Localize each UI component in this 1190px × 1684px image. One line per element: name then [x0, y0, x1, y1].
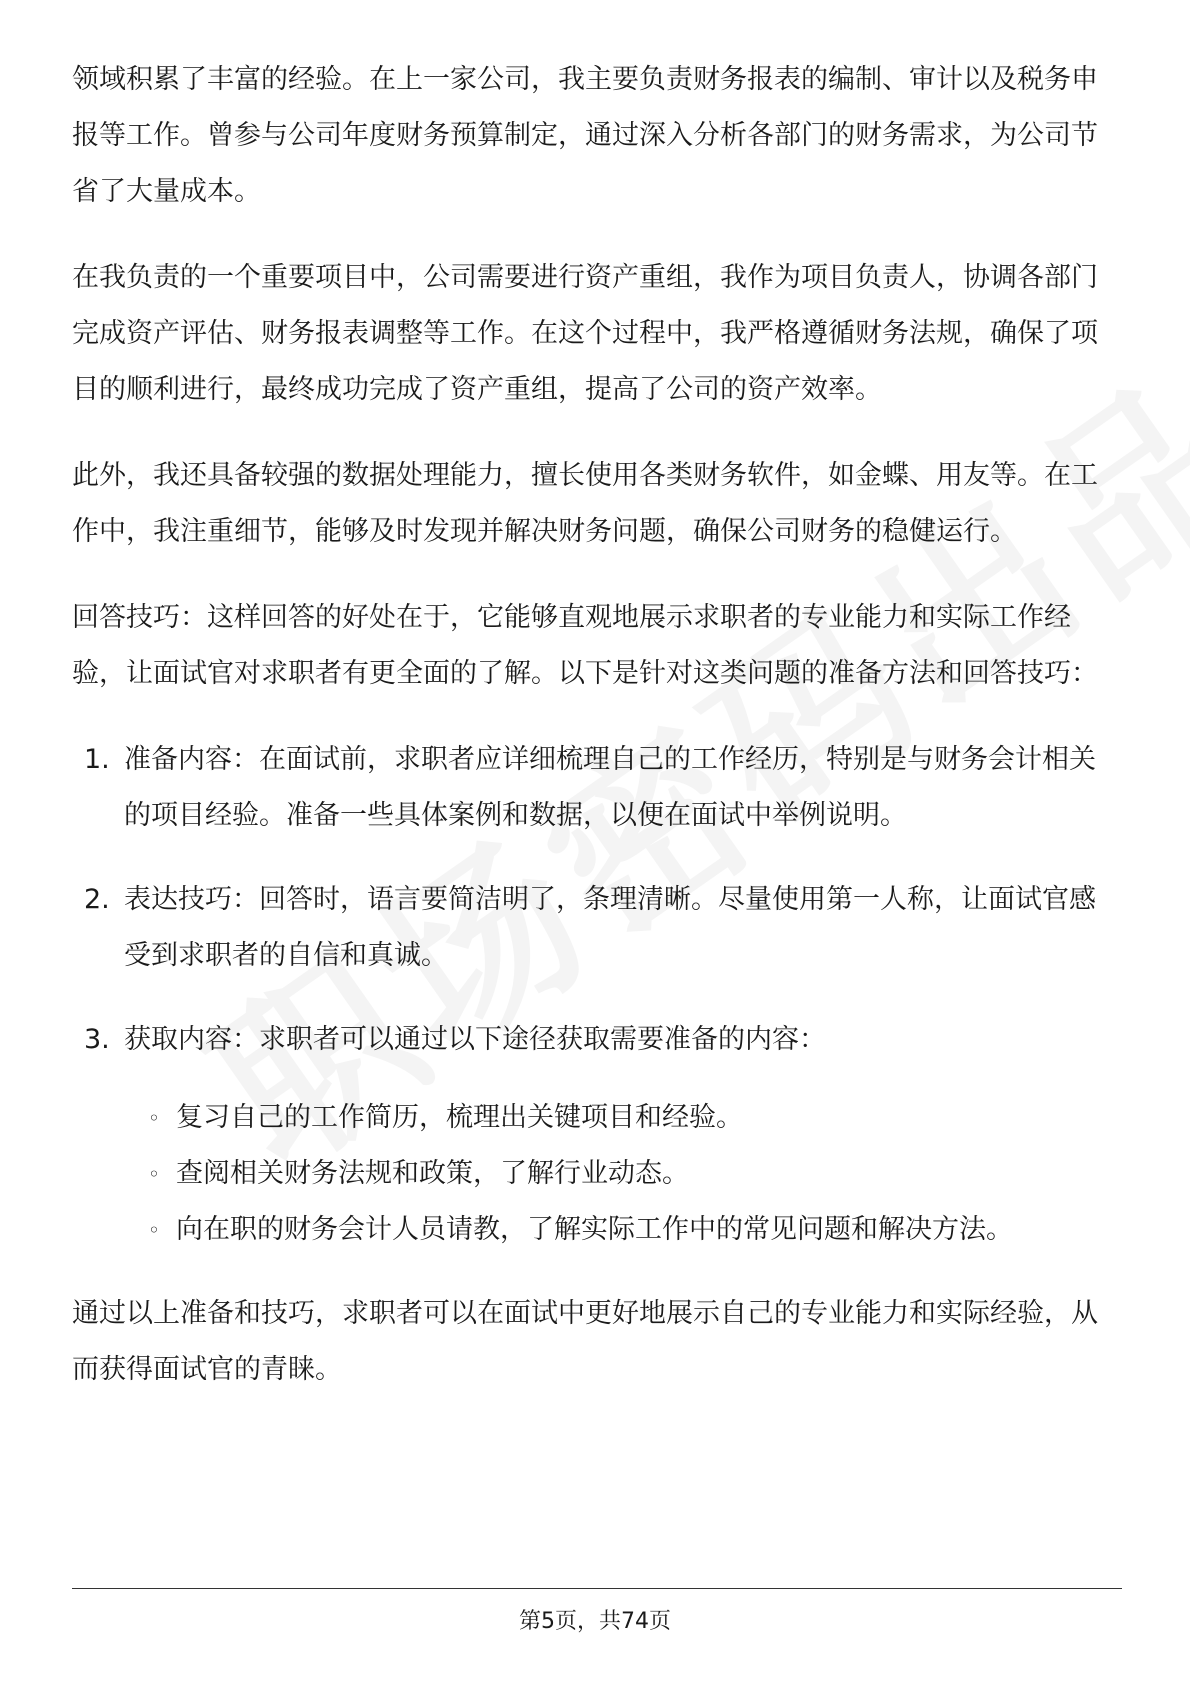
page-number: 第5页，共74页: [519, 1609, 671, 1634]
bullet-icon: ◦: [148, 1218, 160, 1242]
list-item: [72, 732, 1122, 844]
step-number: 3.: [84, 1024, 110, 1055]
step-text: 获取内容：求职者可以通过以下途径获取需要准备的内容：: [124, 1024, 826, 1055]
bullet-icon: ◦: [148, 1162, 160, 1186]
paragraph-answer-tips: 回答技巧：这样回答的好处在于，它能够直观地展示求职者的专业能力和实际工作经验，让面试官对求职者有更全面的了解。以下是针对这类问题的准备方法和回答技巧：: [72, 602, 1098, 689]
step-number: 1.: [84, 744, 110, 775]
steps-list: [72, 732, 1122, 1068]
step-text: 表达技巧：回答时，语言要简洁明了，条理清晰。尽量使用第一人称，让面试官感受到求职者的自信和真诚。: [124, 884, 1096, 971]
list-item: [72, 872, 1122, 984]
list-item: [148, 1146, 1122, 1202]
paragraph-closing: 通过以上准备和技巧，求职者可以在面试中更好地展示自己的专业能力和实际经验，从而获得面试官的青睐。: [72, 1298, 1098, 1385]
sub-bullet-list: [72, 1090, 1122, 1258]
step-text: 准备内容：在面试前，求职者应详细梳理自己的工作经历，特别是与财务会计相关的项目经验。准备一些具体案例和数据，以便在面试中举例说明。: [124, 744, 1096, 831]
list-item: [72, 1012, 1122, 1068]
list-item: [148, 1090, 1122, 1146]
list-item: [148, 1202, 1122, 1258]
bullet-text: 复习自己的工作简历，梳理出关键项目和经验。: [176, 1102, 743, 1133]
paragraph-project: 在我负责的一个重要项目中，公司需要进行资产重组，我作为项目负责人，协调各部门完成资产评估、财务报表调整等工作。在这个过程中，我严格遵循财务法规，确保了项目的顺利进行，最终成功完成了资产重组，提高了公司的资产效率。: [72, 262, 1098, 405]
document-body: [72, 52, 1122, 1428]
footer-divider: [72, 1588, 1122, 1589]
bullet-icon: ◦: [148, 1106, 160, 1130]
bullet-text: 查阅相关财务法规和政策，了解行业动态。: [176, 1158, 689, 1189]
paragraph-skills: 此外，我还具备较强的数据处理能力，擅长使用各类财务软件，如金蝶、用友等。在工作中，我注重细节，能够及时发现并解决财务问题，确保公司财务的稳健运行。: [72, 460, 1098, 547]
paragraph-experience: 领域积累了丰富的经验。在上一家公司，我主要负责财务报表的编制、审计以及税务申报等工作。曾参与公司年度财务预算制定，通过深入分析各部门的财务需求，为公司节省了大量成本。: [72, 64, 1098, 207]
step-number: 2.: [84, 884, 110, 915]
bullet-text: 向在职的财务会计人员请教，了解实际工作中的常见问题和解决方法。: [176, 1214, 1013, 1245]
